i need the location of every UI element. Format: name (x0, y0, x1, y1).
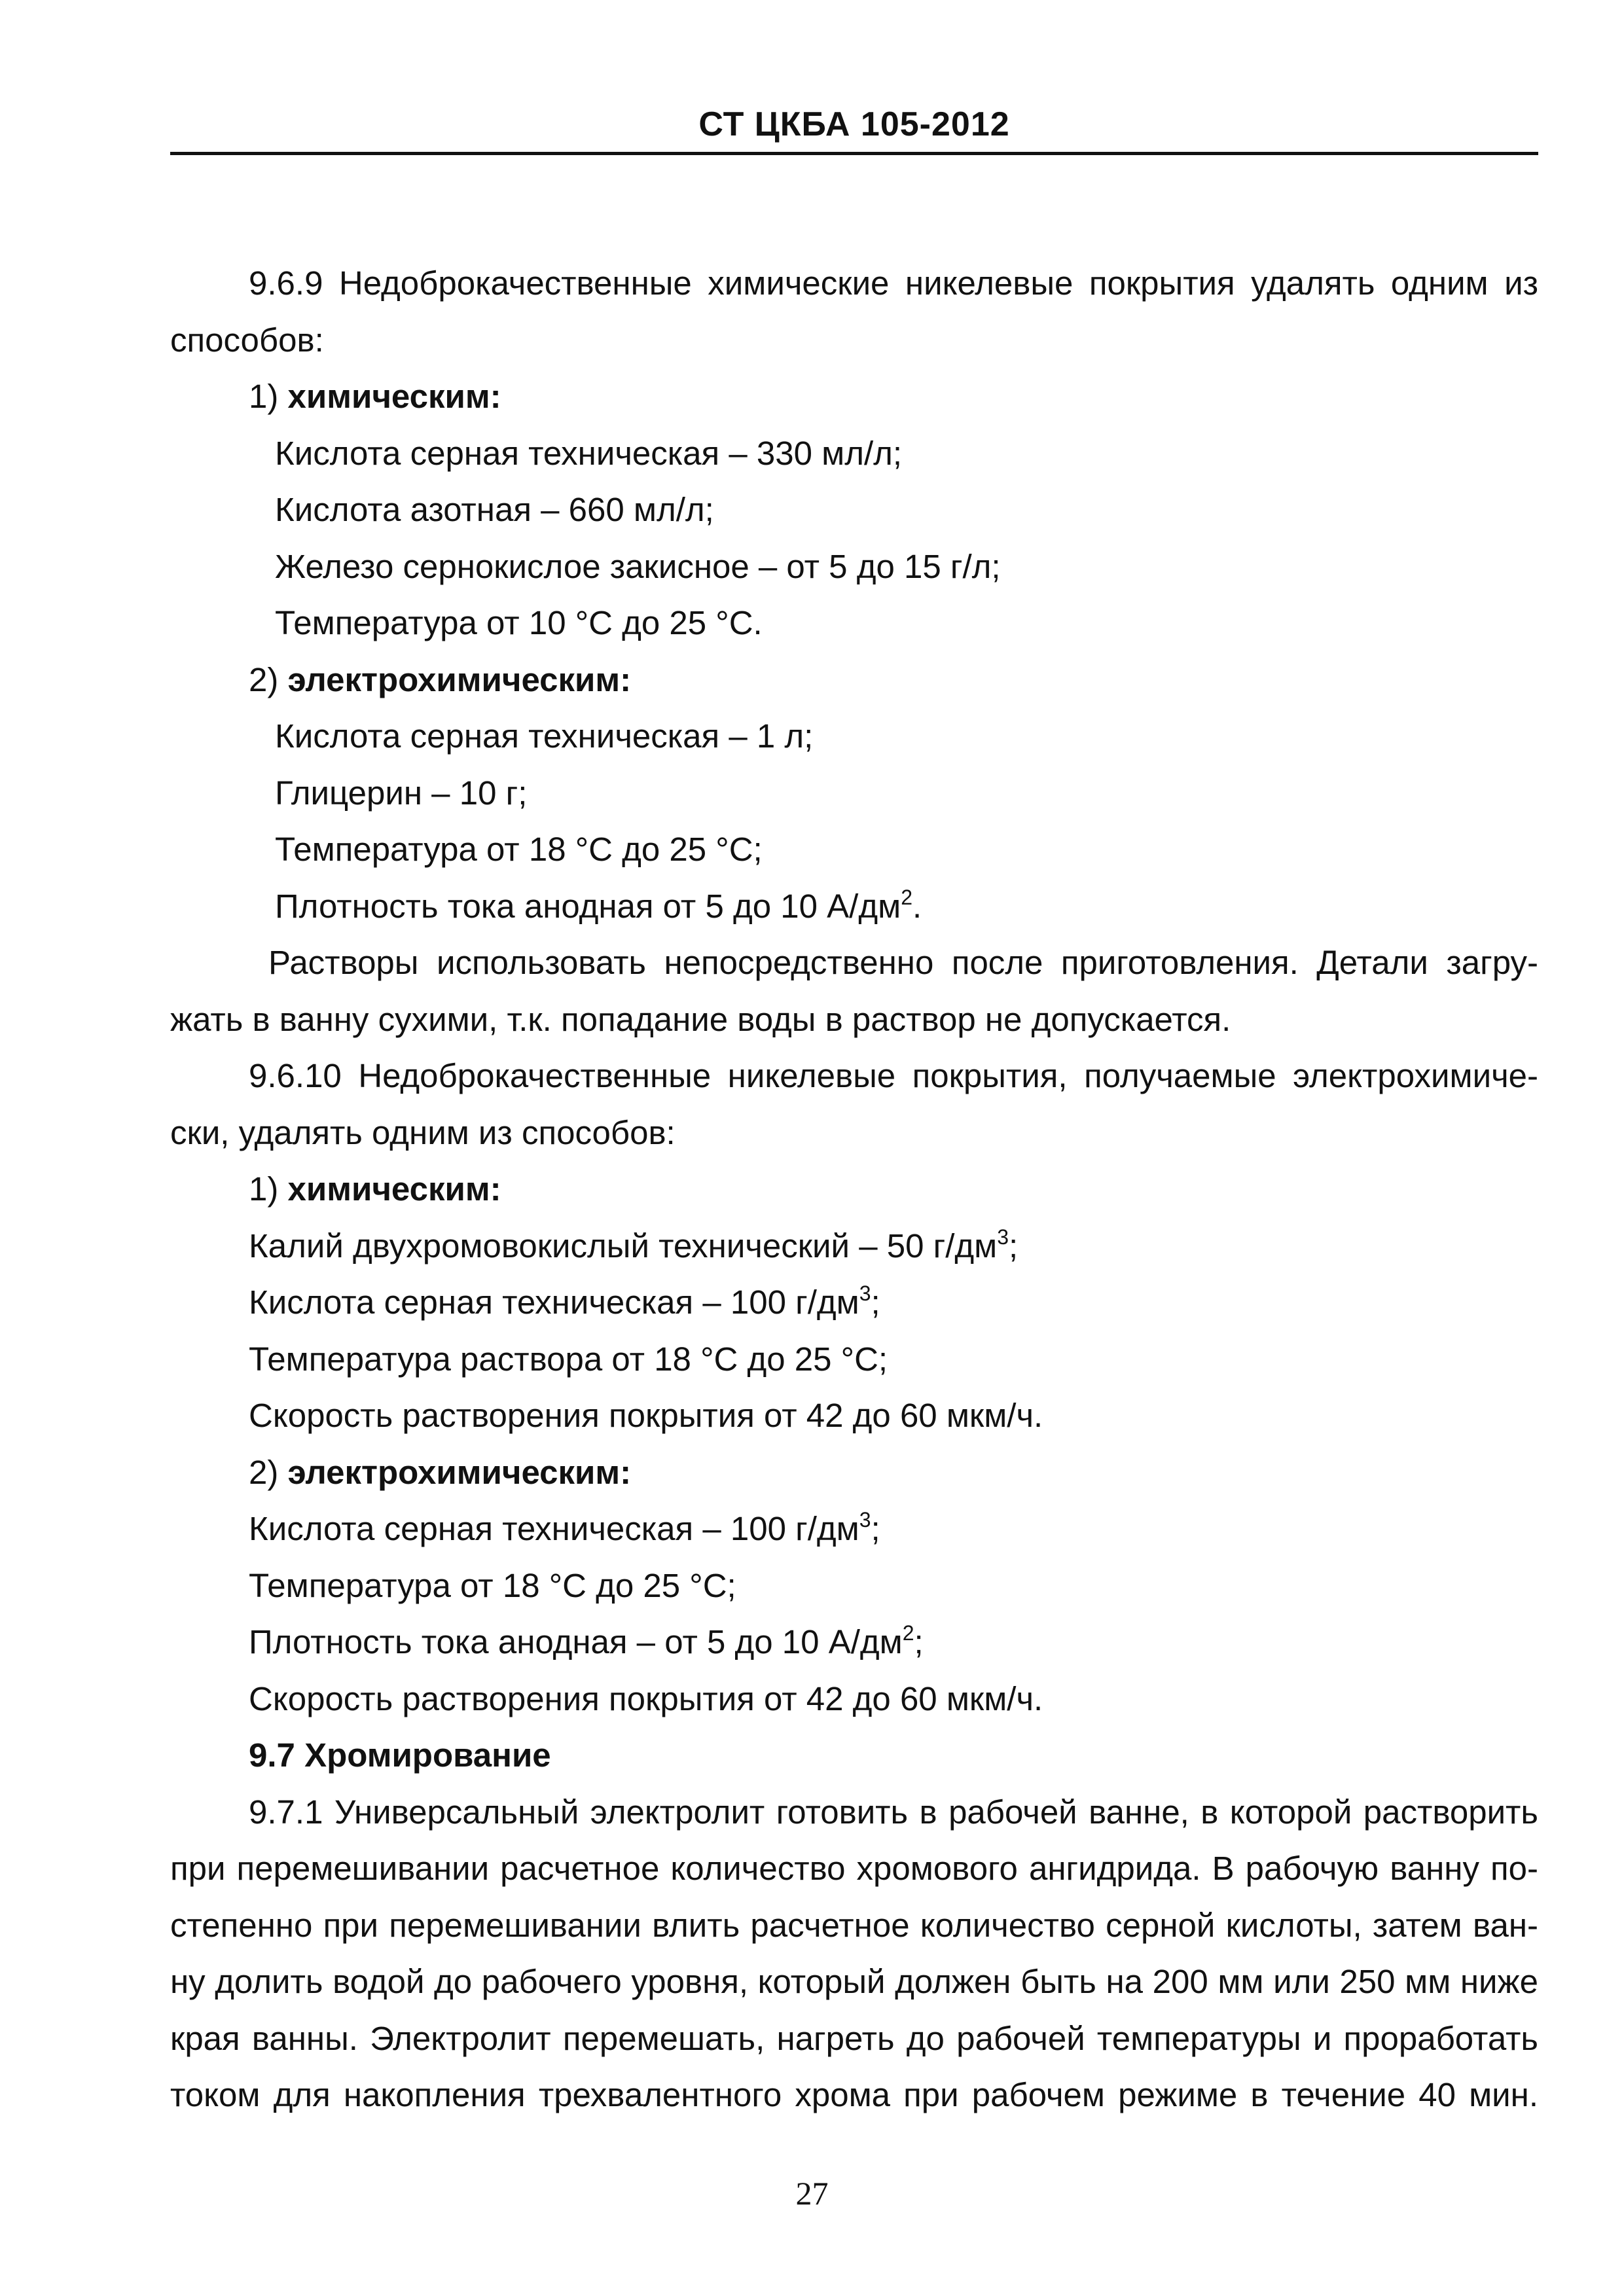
p971-line: током для накопления трехвалентного хрома при рабочем режиме в течение 40 мин. (170, 2076, 1538, 2113)
s969-intro-line1: 9.6.9 Недоброкачественные химические никелевые покрытия удалять одним из (249, 264, 1538, 302)
s969-intro-line2: способов: (170, 321, 324, 359)
s969-method2-heading (170, 652, 1538, 709)
p971-line: ну долить водой до рабочего уровня, который должен быть на 200 мм или 250 мм ниже (170, 1963, 1538, 2000)
s9610-m2-item3-end: ; (914, 1623, 924, 1660)
s9610-m1-item2-text: Кислота серная техническая – 100 г/дм (249, 1283, 859, 1321)
s9610-intro-line1: 9.6.10 Недоброкачественные никелевые покрытия, получаемые электрохимиче- (249, 1057, 1538, 1094)
p971-line: 9.7.1 Универсальный электролит готовить в рабочей ванне, в которой растворить (249, 1793, 1538, 1831)
s969-method1-label: химическим: (287, 378, 501, 415)
s9610-m1-item1-exponent: 3 (997, 1225, 1009, 1249)
s9610-method1-number: 1) (249, 1170, 279, 1208)
s9610-m1-item (170, 1274, 1538, 1331)
s969-m2-item: Кислота серная техническая – 1 л; (275, 717, 814, 755)
s969-m1-item: Кислота серная техническая – 330 мл/л; (275, 434, 903, 472)
s9610-method2-number: 2) (249, 1453, 279, 1491)
s969-m1-item: Железо сернокислое закисное – от 5 до 15 г/л; (275, 547, 1001, 585)
s9610-m1-item2-exponent: 3 (859, 1282, 871, 1305)
s9610-m1-item1-end: ; (1009, 1227, 1019, 1265)
section-9-7-title: 9.7 Хромирование (249, 1736, 551, 1774)
s969-m2-current-density (170, 878, 1538, 935)
s969-m2-current-text: Плотность тока анодная от 5 до 10 А/дм (275, 887, 901, 925)
s9610-m2-item: Скорость растворения покрытия от 42 до 60 мкм/ч. (249, 1679, 1043, 1717)
page-number: 27 (795, 2175, 829, 2212)
s9610-m1-item (170, 1218, 1538, 1275)
header-divider (170, 152, 1538, 155)
document-body (170, 255, 1538, 2124)
s969-method1-heading (170, 368, 1538, 425)
s969-m2-item: Температура от 18 °С до 25 °С; (275, 831, 763, 868)
s969-m2-item: Глицерин – 10 г; (275, 774, 528, 812)
p971-line: при перемешивании расчетное количество хромового ангидрида. В рабочую ванну по- (170, 1850, 1538, 1887)
document-header-title: СТ ЦКБА 105-2012 (698, 105, 1010, 143)
s969-method1-number: 1) (249, 378, 279, 415)
s9610-m1-item2-end: ; (871, 1283, 880, 1321)
s9610-m1-item: Температура раствора от 18 °С до 25 °С; (249, 1340, 888, 1378)
s969-method2-label: электрохимическим: (287, 660, 632, 698)
s969-note-line2: жать в ванну сухими, т.к. попадание воды в раствор не допускается. (170, 1000, 1231, 1038)
p971-line: края ванны. Электролит перемешать, нагреть до рабочей температуры и проработать (170, 2019, 1538, 2057)
s969-m1-item: Температура от 10 °С до 25 °С. (275, 604, 763, 641)
s9610-m2-item1-exponent: 3 (859, 1508, 871, 1532)
s9610-method1-heading (170, 1161, 1538, 1218)
s969-m2-current-end: . (912, 887, 922, 925)
s9610-method1-label: химическим: (287, 1170, 501, 1208)
s9610-m2-item (170, 1614, 1538, 1671)
s9610-m1-item1-text: Калий двухромовокислый технический – 50 г/дм (249, 1227, 998, 1265)
s9610-m2-item3-exponent: 2 (902, 1621, 914, 1645)
s9610-m1-item: Скорость растворения покрытия от 42 до 60 мкм/ч. (249, 1397, 1043, 1434)
s9610-m2-item1-text: Кислота серная техническая – 100 г/дм (249, 1510, 859, 1547)
s9610-m2-item (170, 1501, 1538, 1558)
s9610-intro-line2: ски, удалять одним из способов: (170, 1113, 676, 1151)
s969-note-line1: Растворы использовать непосредственно после приготовления. Детали загру- (268, 944, 1538, 981)
p971-line: степенно при перемешивании влить расчетное количество серной кислоты, затем ван- (170, 1906, 1538, 1944)
s969-method2-number: 2) (249, 660, 279, 698)
s9610-m2-item3-text: Плотность тока анодная – от 5 до 10 А/дм (249, 1623, 903, 1660)
s9610-m2-item1-end: ; (871, 1510, 880, 1547)
s9610-method2-label: электрохимическим: (287, 1453, 632, 1491)
s9610-m2-item: Температура от 18 °С до 25 °С; (249, 1566, 736, 1604)
s969-m1-item: Кислота азотная – 660 мл/л; (275, 491, 714, 528)
s969-m2-current-exponent: 2 (901, 885, 912, 909)
s9610-method2-heading (170, 1444, 1538, 1501)
